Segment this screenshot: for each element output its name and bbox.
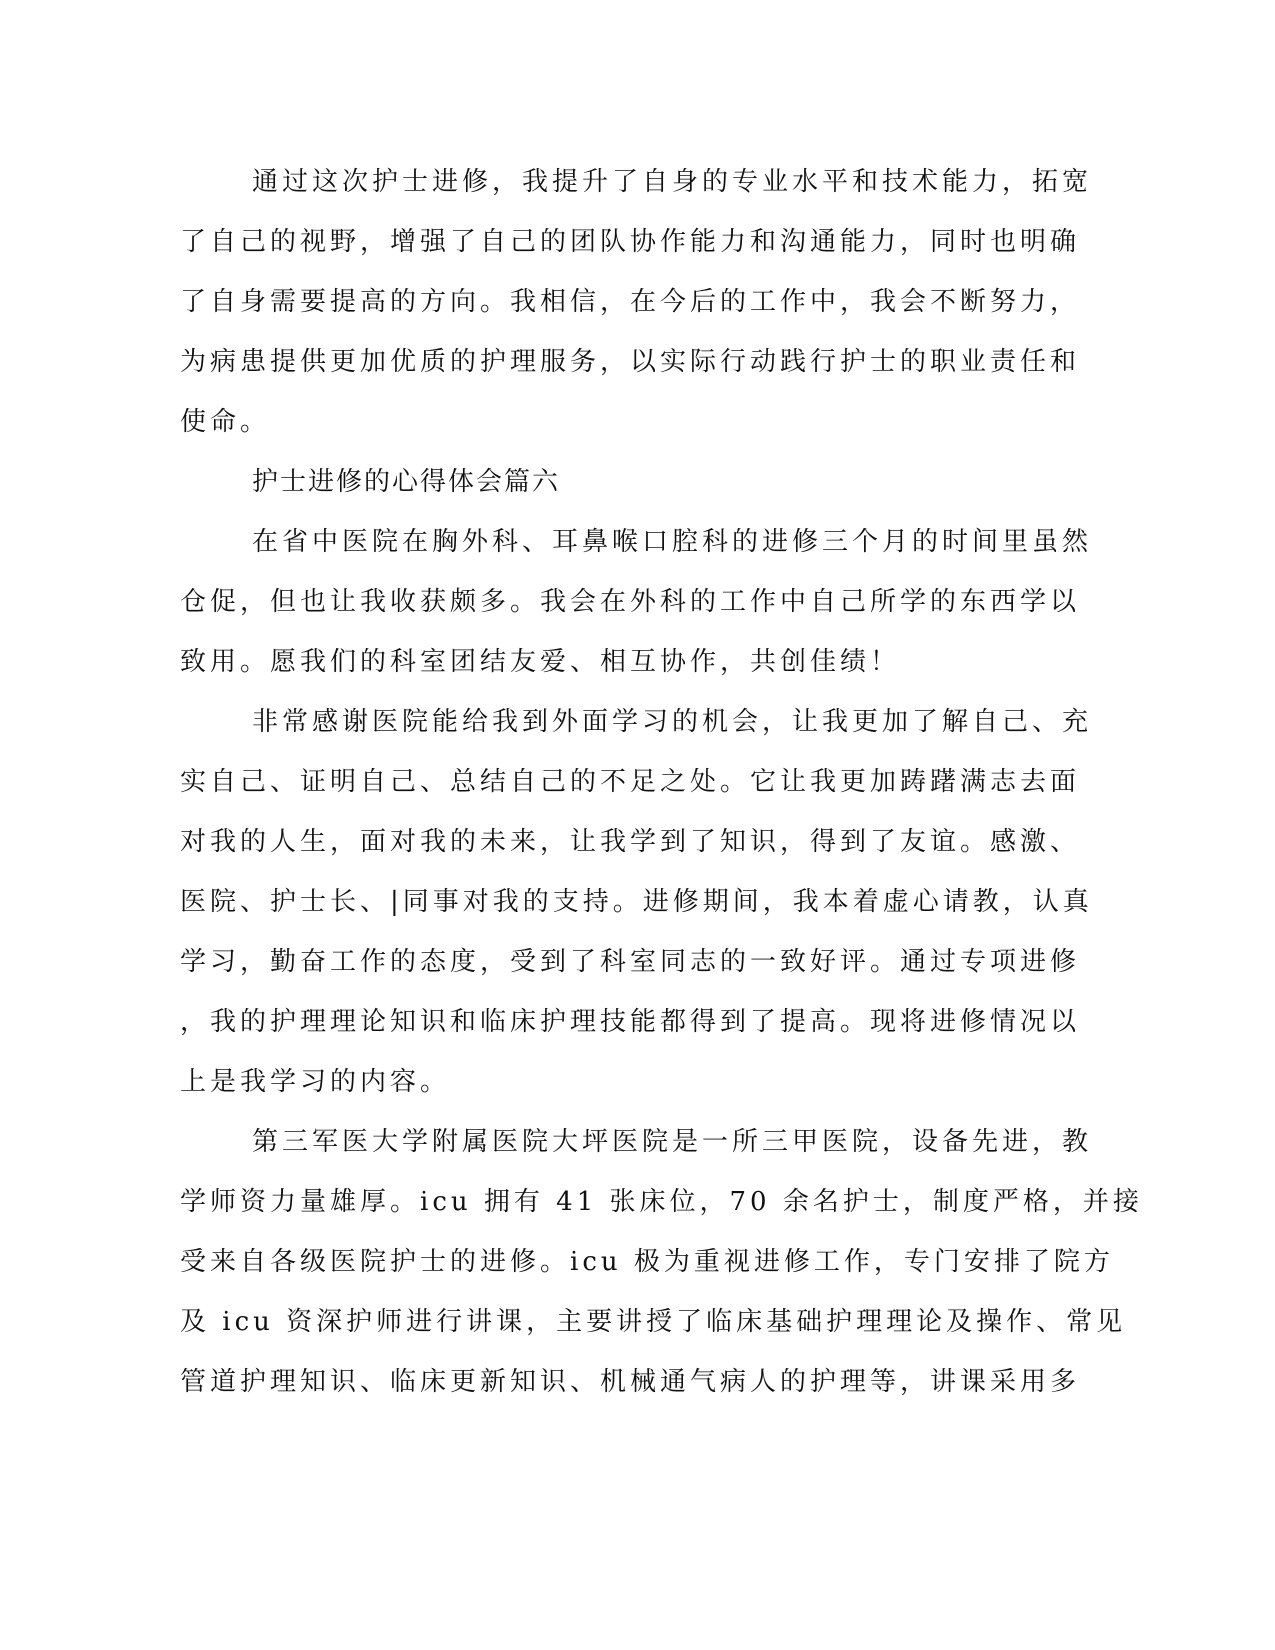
text-line: 为病患提供更加优质的护理服务，以实际行动践行护士的职业责任和: [180, 347, 1081, 377]
text-line: 使命。: [180, 407, 271, 437]
text-line: 学习，勤奋工作的态度，受到了科室同志的一致好评。通过专项进修: [180, 947, 1081, 977]
text-line: 受来自各级医院护士的进修。icu 极为重视进修工作，专门安排了院方: [180, 1247, 1114, 1277]
text-line: 了自己的视野，增强了自己的团队协作能力和沟通能力，同时也明确: [180, 227, 1081, 257]
paragraph-4: [180, 1112, 1143, 1412]
text-line: 对我的人生，面对我的未来，让我学到了知识，得到了友谊。感激、: [180, 827, 1081, 857]
section-title: 护士进修的心得体会篇六: [252, 467, 561, 497]
text-line: 非常感谢医院能给我到外面学习的机会，让我更加了解自己、充: [252, 707, 1093, 737]
text-line: 管道护理知识、临床更新知识、机械通气病人的护理等，讲课采用多: [180, 1367, 1081, 1397]
text-line: 第三军医大学附属医院大坪医院是一所三甲医院，设备先进，教: [252, 1127, 1093, 1157]
text-line: 上是我学习的内容。: [180, 1067, 451, 1097]
text-line: 仓促，但也让我收获颇多。我会在外科的工作中自己所学的东西学以: [180, 587, 1081, 617]
text-line: 实自己、证明自己、总结自己的不足之处。它让我更加踌躇满志去面: [180, 767, 1081, 797]
paragraph-2: [180, 512, 1093, 692]
text-line: 学师资力量雄厚。icu 拥有 41 张床位，70 余名护士，制度严格，并接: [180, 1187, 1143, 1217]
text-line: ，我的护理理论知识和临床护理技能都得到了提高。现将进修情况以: [180, 1007, 1081, 1037]
text-line: 了自身需要提高的方向。我相信，在今后的工作中，我会不断努力，: [180, 287, 1081, 317]
paragraph-3: [180, 692, 1093, 1112]
text-line: 通过这次护士进修，我提升了自身的专业水平和技术能力，拓宽: [252, 167, 1093, 197]
text-line: 致用。愿我们的科室团结友爱、相互协作，共创佳绩！: [180, 647, 901, 677]
section-heading: [180, 452, 1040, 512]
text-line: 及 icu 资深护师进行讲课，主要讲授了临床基础护理理论及操作、常见: [180, 1307, 1127, 1337]
text-line: 在省中医院在胸外科、耳鼻喉口腔科的进修三个月的时间里虽然: [252, 527, 1093, 557]
paragraph-1: [180, 152, 1093, 452]
text-line: 医院、护士长、|同事对我的支持。进修期间，我本着虚心请教，认真: [180, 887, 1093, 917]
document-body: [180, 152, 1143, 1412]
